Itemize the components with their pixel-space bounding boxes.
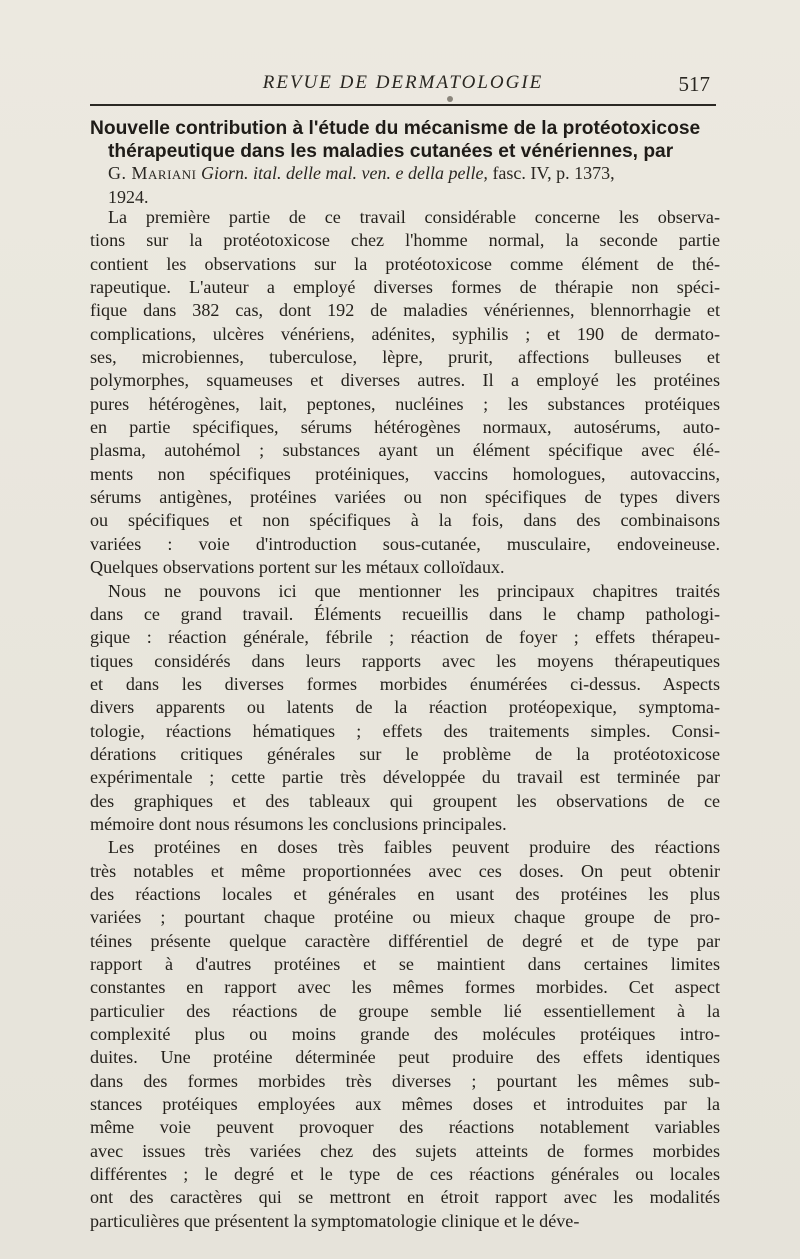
article-title <box>90 117 720 163</box>
text-line: ments non spécifiques protéiniques, vaccins homologues, autovaccins, <box>90 463 720 484</box>
text-line: ses, microbiennes, tuberculose, lèpre, prurit, affections bulleuses et <box>90 347 720 368</box>
title-line: thérapeutique dans les maladies cutanées et vénériennes, par <box>108 141 674 162</box>
text-line: même voie peuvent provoquer des réactions notablement variables <box>90 1117 720 1138</box>
text-line: rapeutique. L'auteur a employé diverses formes de thérapie non spéci- <box>90 277 720 298</box>
text-line: Nous ne pouvons ici que mentionner les principaux chapitres traités <box>108 580 720 601</box>
page-header <box>90 70 716 100</box>
text-line: gique : réaction générale, fébrile ; réaction de foyer ; effets thérapeu- <box>90 627 720 648</box>
text-line: des graphiques et des tableaux qui groupent les observations de ce <box>90 790 720 811</box>
text-line: en partie spécifiques, sérums hétérogènes normaux, autosérums, auto- <box>90 417 720 438</box>
text-line: rapport à d'autres protéines et se maintient dans certaines limites <box>90 954 720 974</box>
citation <box>108 162 720 185</box>
text-line: complications, ulcères vénériens, adénites, syphilis ; et 190 de dermato- <box>90 323 720 344</box>
text-line: stances protéiques employées aux mêmes doses et introduites par la <box>90 1094 720 1115</box>
text-line: duites. Une protéine déterminée peut produire des effets identiques <box>90 1047 720 1068</box>
text-line: fique dans 382 cas, dont 192 de maladies vénériennes, blennorrhagie et <box>90 300 720 321</box>
running-head: REVUE DE DERMATOLOGIE <box>262 72 544 93</box>
text-line: Quelques observations portent sur les métaux colloïdaux. <box>90 557 505 578</box>
page-number: 517 <box>678 72 710 96</box>
text-line: dans ce grand travail. Éléments recueillis dans le champ pathologi- <box>90 603 720 624</box>
text-line: expérimentale ; cette partie très développée du travail est terminée par <box>90 767 720 788</box>
text-line: téines présente quelque caractère différentiel de degré et de type par <box>90 930 720 951</box>
text-line: polymorphes, squameuses et diverses autres. Il a employé les protéines <box>90 370 720 391</box>
text-line: divers apparents ou latents de la réaction protéopexique, symptoma- <box>90 697 720 718</box>
text-line: mémoire dont nous résumons les conclusions principales. <box>90 813 507 834</box>
text-line: avec issues très variées chez des sujets atteints de formes morbides <box>90 1140 720 1161</box>
text-line: dans des formes morbides très diverses ; pourtant les mêmes sub- <box>90 1070 720 1091</box>
text-line: particulières que présentent la symptomatologie clinique et le déve- <box>90 1210 580 1231</box>
text-line: tologie, réactions hématiques ; effets des traitements simples. Consi- <box>90 720 720 741</box>
text-line: plasma, autohémol ; substances ayant un élément spécifique avec élé- <box>90 440 720 461</box>
article-body <box>90 206 720 1233</box>
text-line: tions sur la protéotoxicose chez l'homme normal, la seconde partie <box>90 230 720 251</box>
text-line: tiques considérés dans leurs rapports avec les moyens thérapeutiques <box>90 650 720 671</box>
text-line: très notables et même proportionnées avec ces doses. On peut obtenir <box>90 860 720 881</box>
text-line: pures hétérogènes, lait, peptones, nucléines ; les substances protéiques <box>90 393 720 414</box>
text-line: et dans les diverses formes morbides énumérées ci-dessus. Aspects <box>90 673 720 694</box>
text-line: ont des caractères qui se mettront en étroit rapport avec les modalités <box>90 1187 720 1208</box>
citation-journal: Giorn. ital. delle mal. ven. e della pelle, <box>201 163 488 183</box>
paragraph <box>90 836 720 1233</box>
text-line: des réactions locales et générales en usant des protéines les plus <box>90 883 720 904</box>
text-line: constantes en rapport avec les mêmes formes morbides. Cet aspect <box>90 977 720 998</box>
header-rule <box>90 104 716 106</box>
text-line: contient les observations sur la protéotoxicose comme élément de thé- <box>90 253 720 274</box>
text-line: sérums antigènes, protéines variées ou non spécifiques de types divers <box>90 487 720 508</box>
header-ornament <box>447 96 453 102</box>
citation-author: G. Mariani <box>108 163 197 183</box>
text-line: variées ; pourtant chaque protéine ou mieux chaque groupe de pro- <box>90 907 720 928</box>
text-line: complexité plus ou moins grande des molécules protéiques intro- <box>90 1024 720 1045</box>
title-line: Nouvelle contribution à l'étude du mécanisme de la protéotoxicose <box>90 118 701 139</box>
text-line: Les protéines en doses très faibles peuvent produire des réactions <box>108 837 720 858</box>
text-line: ou spécifiques et non spécifiques à la fois, dans des combinaisons <box>90 510 720 531</box>
citation-details: fasc. IV, p. 1373, <box>492 163 615 183</box>
paragraph <box>90 580 720 837</box>
text-line: particulier des réactions de groupe semble lié essentiellement à la <box>90 1000 720 1021</box>
text-line: différentes ; le degré et le type de ces réactions générales ou locales <box>90 1164 720 1185</box>
text-line: La première partie de ce travail considérable concerne les observa- <box>108 207 720 227</box>
citation-year: 1924. <box>108 187 149 207</box>
paragraph <box>90 206 720 580</box>
text-line: dérations critiques générales sur le problème de la protéotoxicose <box>90 743 720 764</box>
text-line: variées : voie d'introduction sous-cutanée, musculaire, endoveineuse. <box>90 533 720 554</box>
